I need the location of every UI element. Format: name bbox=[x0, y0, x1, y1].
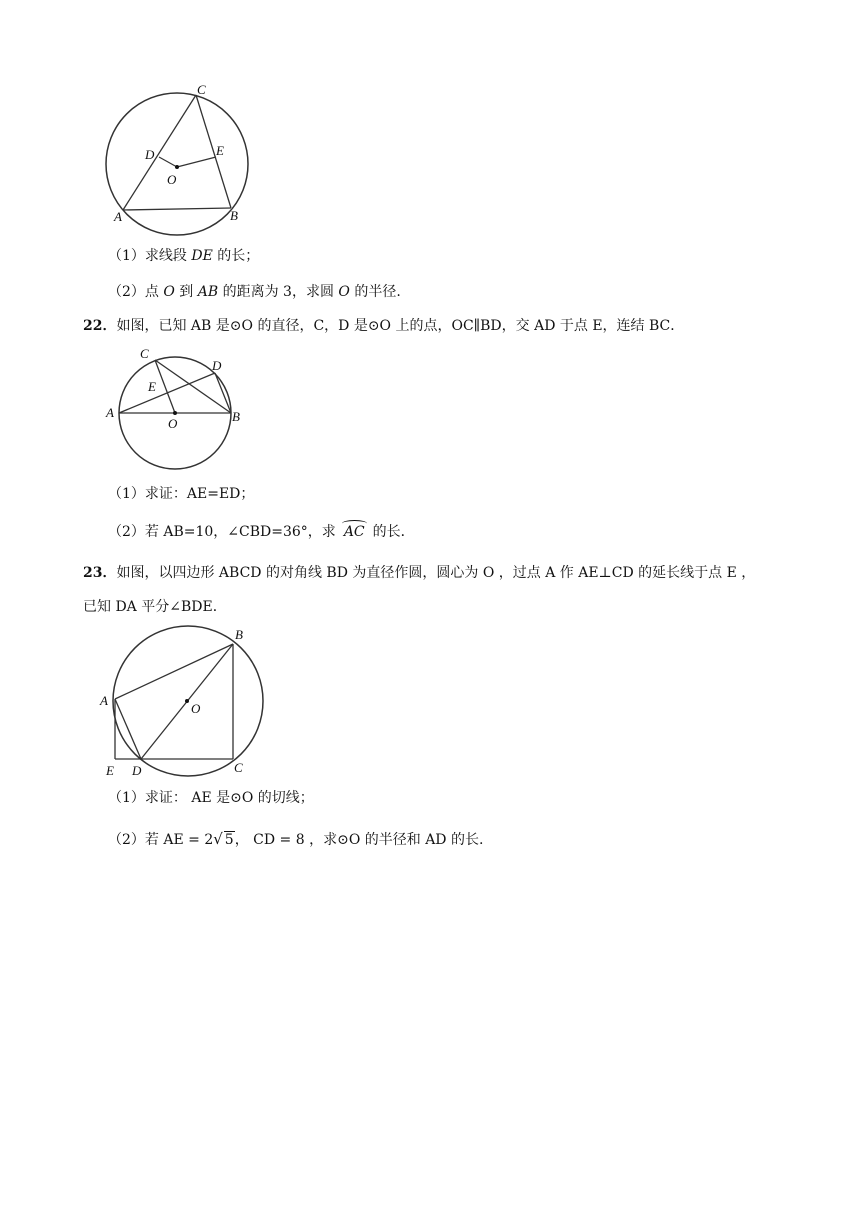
label-b: B bbox=[232, 409, 240, 424]
q21-part2: （2）点 O 到 AB 的距离为 3，求圆 O 的半径. bbox=[108, 284, 401, 300]
label-b: B bbox=[230, 208, 238, 223]
figure-q22 bbox=[100, 342, 260, 472]
label-c: C bbox=[140, 346, 149, 361]
label-a: A bbox=[106, 405, 114, 420]
question-number: 23． bbox=[83, 565, 117, 581]
q22-stem: 22．如图，已知 AB 是⊙O 的直径，C，D 是⊙O 上的点，OC∥BD，交 AD 于点 E，连结 BC． bbox=[83, 318, 685, 334]
arc-ac: AC bbox=[343, 524, 365, 540]
label-e: E bbox=[216, 143, 224, 158]
q23-part2: （2）若 AE = 2√ 5， CD = 8 ，求⊙O 的半径和 AD 的长. bbox=[108, 830, 484, 848]
figure-q23 bbox=[98, 624, 283, 784]
segment-ca bbox=[123, 95, 196, 210]
label-o: O bbox=[167, 172, 177, 187]
q23-stem-line1: 23．如图，以四边形 ABCD 的对角线 BD 为直径作圆，圆心为 O ，过点 A 作 AE⊥CD 的延长线于点 E ， bbox=[83, 565, 756, 581]
q22-part2: （2）若 AB=10，∠CBD=36°，求 AC 的长． bbox=[108, 524, 415, 540]
question-number: 22． bbox=[83, 318, 117, 334]
label-a: A bbox=[100, 693, 108, 708]
segment-co bbox=[155, 360, 175, 413]
segment-ab bbox=[115, 644, 233, 699]
label-d: D bbox=[212, 358, 222, 373]
label-c: C bbox=[234, 760, 243, 775]
center-dot bbox=[175, 165, 179, 169]
center-dot bbox=[173, 411, 177, 415]
label-e: E bbox=[106, 763, 114, 778]
center-dot bbox=[185, 699, 189, 703]
sqrt-radicand: 5 bbox=[224, 832, 234, 848]
segment-ab bbox=[123, 208, 231, 210]
label-d: D bbox=[132, 763, 142, 778]
label-o: O bbox=[168, 416, 178, 431]
q22-part1: （1）求证：AE=ED； bbox=[108, 486, 255, 502]
figure-q21 bbox=[100, 82, 280, 227]
label-e: E bbox=[148, 379, 156, 394]
q21-part1: （1）求线段 DE 的长； bbox=[108, 248, 260, 264]
label-o: O bbox=[191, 701, 201, 716]
label-c: C bbox=[197, 82, 206, 97]
segment-oe bbox=[177, 157, 216, 167]
label-b: B bbox=[235, 627, 243, 642]
q23-part1: （1）求证： AE 是⊙O 的切线； bbox=[108, 790, 314, 806]
segment-do bbox=[159, 157, 177, 167]
circle-o bbox=[106, 93, 248, 235]
q23-stem-line2: 已知 DA 平分∠BDE． bbox=[83, 599, 227, 615]
label-d: D bbox=[145, 147, 155, 162]
label-a: A bbox=[114, 209, 122, 224]
